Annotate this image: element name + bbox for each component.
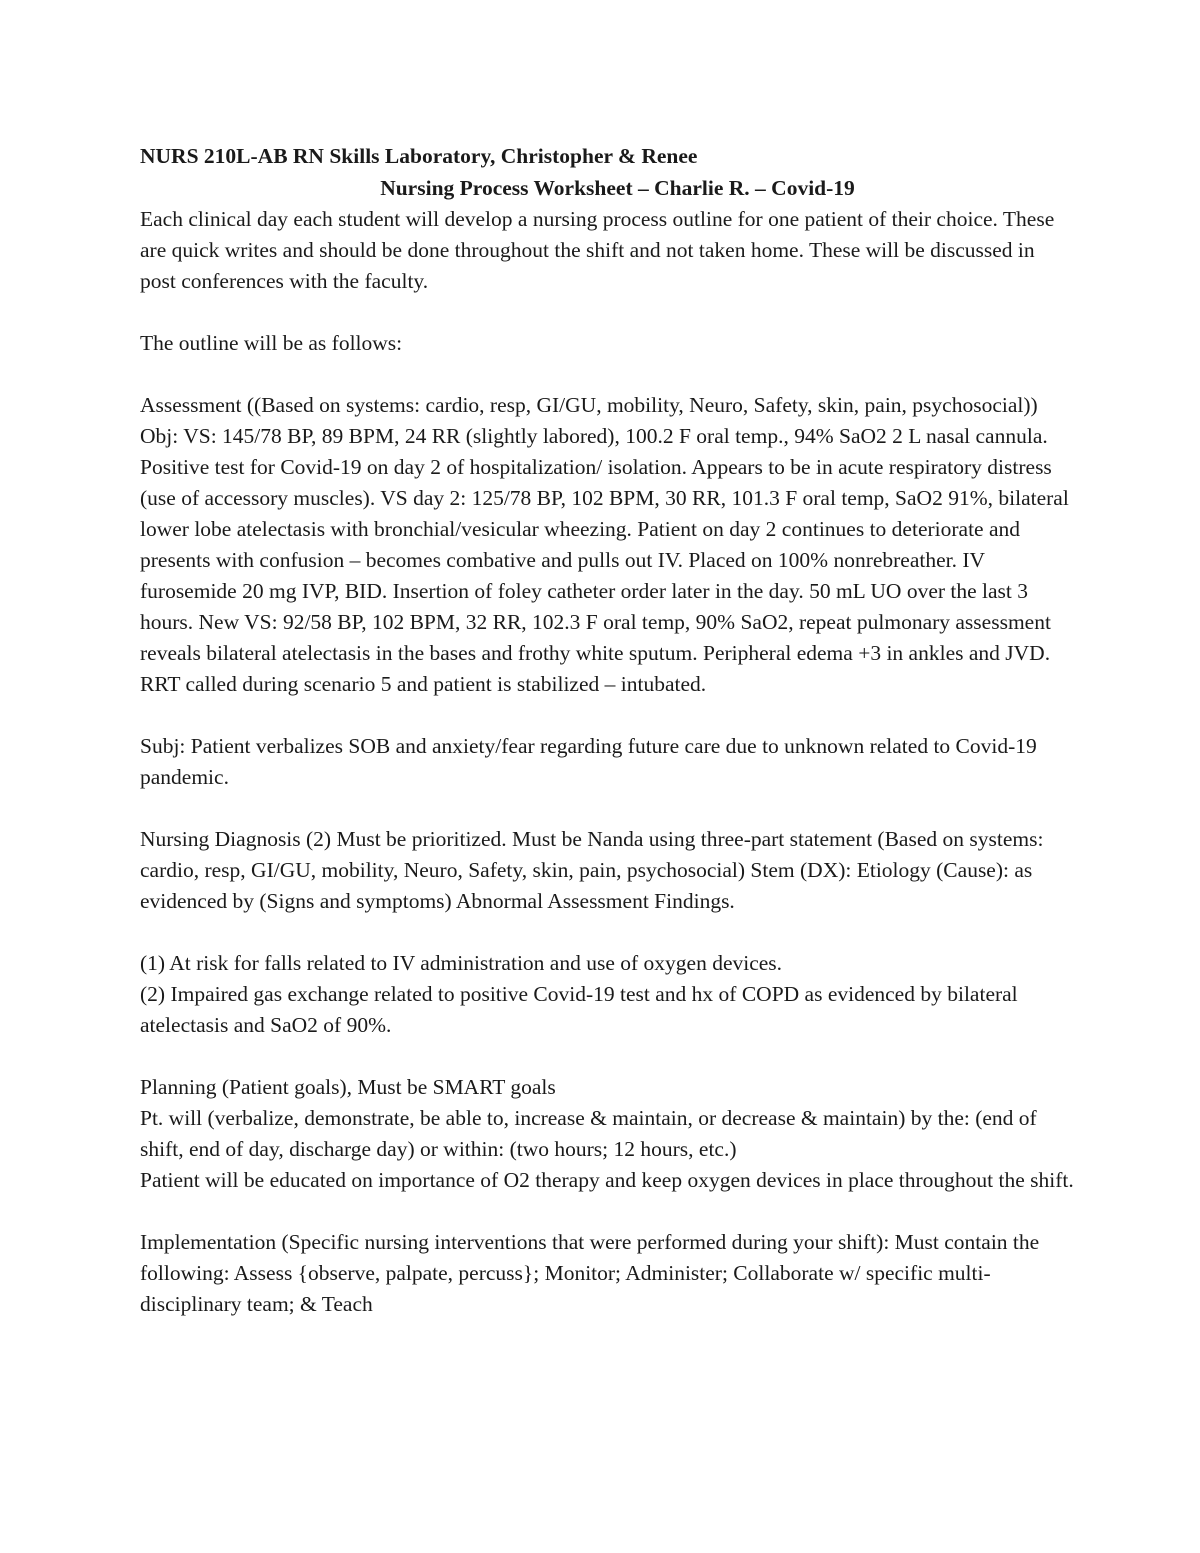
implementation-heading: Implementation (Specific nursing interventions that were performed during your shift): Must contain the following: Assess {observe, palpate, percuss}; Monitor; Administer; Collaborate w/ specific multi-disciplinary team; & Teach	[140, 1230, 1040, 1316]
diagnosis-item-2: (2) Impaired gas exchange related to positive Covid-19 test and hx of COPD as evidenced by bilateral atelectasis and SaO2 of 90%.	[140, 982, 1018, 1037]
planning-goal: Patient will be educated on importance of O2 therapy and keep oxygen devices in place throughout the shift.	[140, 1168, 1074, 1192]
document-subtitle: Nursing Process Worksheet – Charlie R. – Covid-19	[380, 176, 855, 200]
assessment-subjective: Subj: Patient verbalizes SOB and anxiety/fear regarding future care due to unknown related to Covid-19 pandemic.	[140, 734, 1037, 789]
spacer	[140, 297, 1075, 328]
planning-template: Pt. will (verbalize, demonstrate, be able to, increase & maintain, or decrease & maintain) by the: (end of shift, end of day, discharge day) or within: (two hours; 12 hours, etc.)	[140, 1106, 1037, 1161]
spacer	[140, 700, 1075, 731]
document-page	[140, 140, 1075, 1320]
spacer	[140, 917, 1075, 948]
outline-intro: The outline will be as follows:	[140, 331, 403, 355]
assessment-objective: Obj: VS: 145/78 BP, 89 BPM, 24 RR (slightly labored), 100.2 F oral temp., 94% SaO2 2 L nasal cannula. Positive test for Covid-19 on day 2 of hospitalization/ isolation. Appears to be in acute respiratory distress (use of accessory muscles). VS day 2: 125/78 BP, 102 BPM, 30 RR, 101.3 F oral temp, SaO2 91%, bilateral lower lobe atelectasis with bronchial/vesicular wheezing. Patient on day 2 continues to deteriorate and presents with confusion – becomes combative and pulls out IV. Placed on 100% nonrebreather. IV furosemide 20 mg IVP, BID. Insertion of foley catheter order later in the day. 50 mL UO over the last 3 hours. New VS: 92/58 BP, 102 BPM, 32 RR, 102.3 F oral temp, 90% SaO2, repeat pulmonary assessment reveals bilateral atelectasis in the bases and frothy white sputum. Peripheral edema +3 in ankles and JVD. RRT called during scenario 5 and patient is stabilized – intubated.	[140, 424, 1069, 696]
document-title: NURS 210L-AB RN Skills Laboratory, Christopher & Renee	[140, 144, 698, 168]
spacer	[140, 1196, 1075, 1227]
intro-paragraph: Each clinical day each student will develop a nursing process outline for one patient of their choice. These are quick writes and should be done throughout the shift and not taken home. These will be discussed in post conferences with the faculty.	[140, 207, 1055, 293]
assessment-heading: Assessment ((Based on systems: cardio, resp, GI/GU, mobility, Neuro, Safety, skin, pain, psychosocial))	[140, 393, 1038, 417]
spacer	[140, 793, 1075, 824]
spacer	[140, 1041, 1075, 1072]
spacer	[140, 359, 1075, 390]
diagnosis-item-1: (1) At risk for falls related to IV administration and use of oxygen devices.	[140, 951, 783, 975]
diagnosis-heading: Nursing Diagnosis (2) Must be prioritized. Must be Nanda using three-part statement (Based on systems: cardio, resp, GI/GU, mobility, Neuro, Safety, skin, pain, psychosocial) Stem (DX): Etiology (Cause): as evidenced by (Signs and symptoms) Abnormal Assessment Findings.	[140, 827, 1044, 913]
planning-heading: Planning (Patient goals), Must be SMART goals	[140, 1075, 556, 1099]
